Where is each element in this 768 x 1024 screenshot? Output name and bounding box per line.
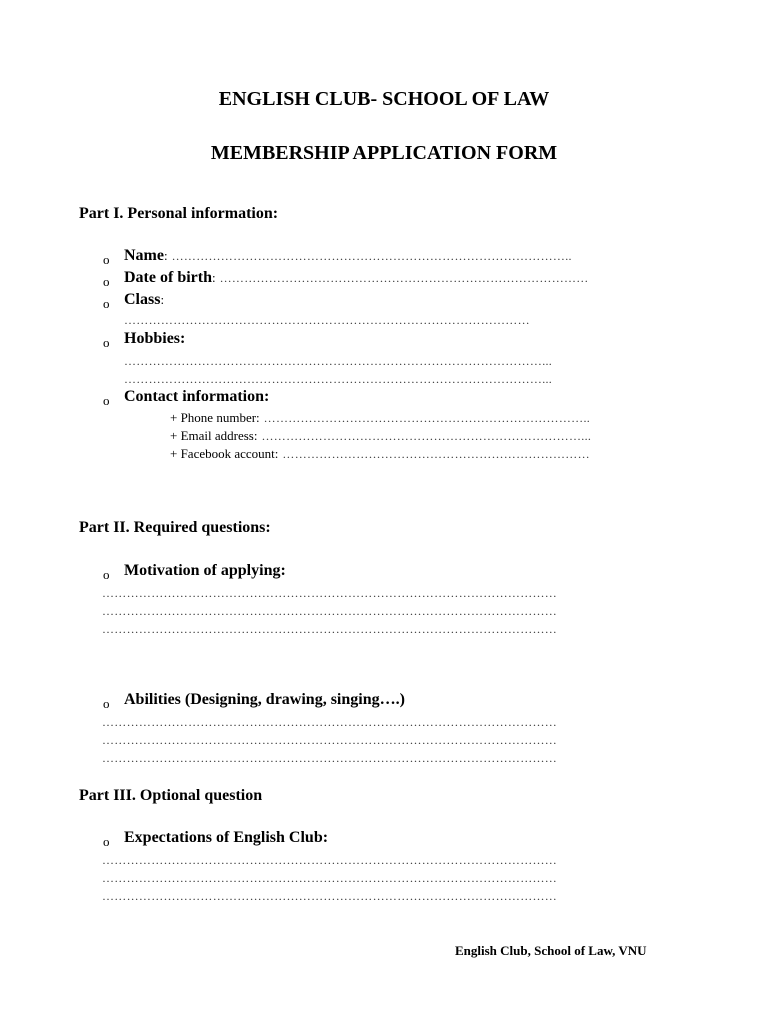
hobbies-label: Hobbies: <box>124 330 186 347</box>
part1-heading: Part I. Personal information: <box>79 205 279 222</box>
contact-label: Contact information: <box>124 388 270 405</box>
bullet-icon: o <box>103 274 110 289</box>
facebook-dots: ………………………………………………………………… <box>282 447 590 461</box>
expectations-dots-2[interactable]: ………………………………………………………………………………………………… <box>102 871 558 885</box>
bullet-icon: o <box>103 393 110 408</box>
name-colon: : <box>163 248 168 263</box>
dob-dots: ……………………………………………………………………………… <box>219 271 589 285</box>
abilities-label: Abilities (Designing, drawing, singing….) <box>124 691 405 708</box>
hobbies-dots-1[interactable]: …………………………………………………………………………………………... <box>124 354 553 368</box>
dob-field-row[interactable] <box>124 269 684 287</box>
expectations-dots-3[interactable]: ………………………………………………………………………………………………… <box>102 889 558 903</box>
facebook-field-row[interactable] <box>170 445 680 463</box>
bullet-icon: o <box>103 696 110 711</box>
motivation-dots-1[interactable]: ………………………………………………………………………………………………… <box>102 586 558 600</box>
motivation-label: Motivation of applying: <box>124 562 286 579</box>
phone-field-row[interactable] <box>170 409 680 427</box>
dob-colon: : <box>211 270 216 285</box>
email-label: + Email address: <box>170 428 258 443</box>
expectations-dots-1[interactable]: ………………………………………………………………………………………………… <box>102 853 558 867</box>
motivation-dots-2[interactable]: ………………………………………………………………………………………………… <box>102 604 558 618</box>
dob-label: Date of birth <box>124 269 212 286</box>
abilities-dots-3[interactable]: ………………………………………………………………………………………………… <box>102 751 558 765</box>
phone-label: + Phone number: <box>170 410 260 425</box>
name-dots: …………………………………………………………………………………….. <box>171 249 572 263</box>
name-field-row[interactable] <box>124 247 684 265</box>
class-dots[interactable]: ……………………………………………………………………………………… <box>124 313 530 327</box>
hobbies-dots-2[interactable]: …………………………………………………………………………………………... <box>124 372 553 386</box>
expectations-label: Expectations of English Club: <box>124 829 329 846</box>
bullet-icon: o <box>103 834 110 849</box>
class-label: Class <box>124 291 161 308</box>
class-field-row[interactable] <box>124 291 164 309</box>
form-title-line1: ENGLISH CLUB- SCHOOL OF LAW <box>218 88 550 110</box>
form-title-line2: MEMBERSHIP APPLICATION FORM <box>210 142 558 164</box>
name-label: Name <box>124 247 164 264</box>
bullet-icon: o <box>103 296 110 311</box>
part3-heading: Part III. Optional question <box>79 787 263 804</box>
bullet-icon: o <box>103 567 110 582</box>
class-colon: : <box>160 292 165 307</box>
bullet-icon: o <box>103 335 110 350</box>
footer-text: English Club, School of Law, VNU <box>455 943 647 958</box>
email-dots: ……………………………………………………………………... <box>261 429 592 443</box>
abilities-dots-1[interactable]: ………………………………………………………………………………………………… <box>102 715 558 729</box>
email-field-row[interactable] <box>170 427 680 445</box>
abilities-dots-2[interactable]: ………………………………………………………………………………………………… <box>102 733 558 747</box>
motivation-dots-3[interactable]: ………………………………………………………………………………………………… <box>102 622 558 636</box>
phone-dots: …………………………………………………………………….. <box>263 411 591 425</box>
part2-heading: Part II. Required questions: <box>79 519 271 536</box>
facebook-label: + Facebook account: <box>170 446 279 461</box>
bullet-icon: o <box>103 252 110 267</box>
